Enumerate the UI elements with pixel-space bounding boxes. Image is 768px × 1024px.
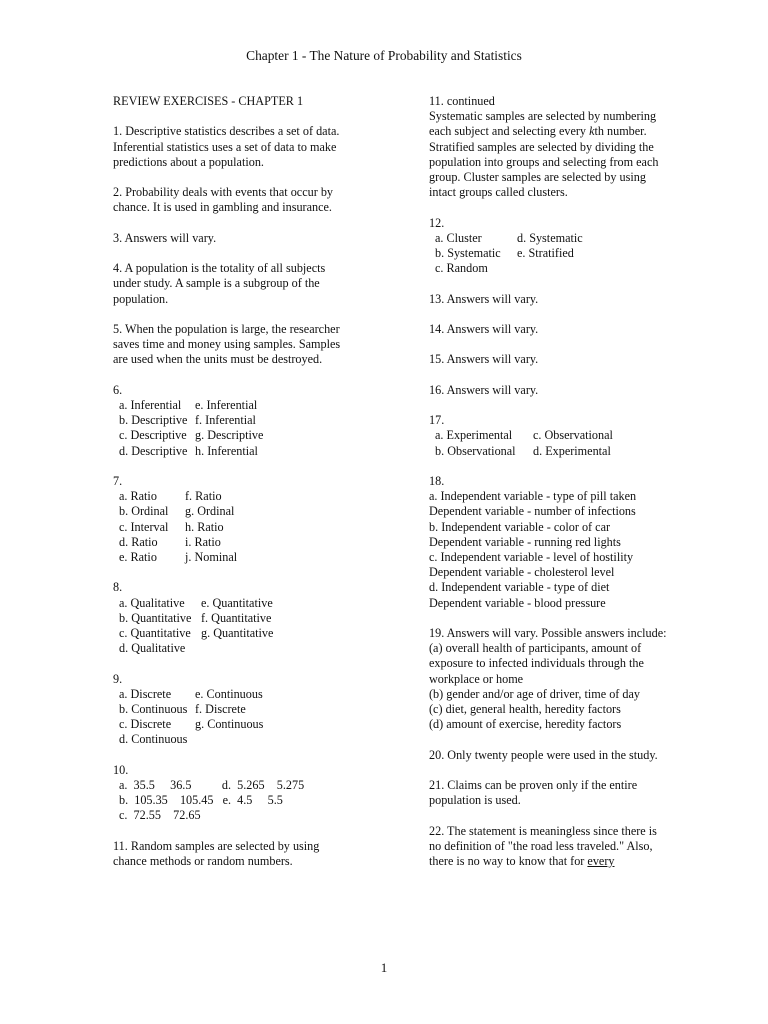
list-item: (a) overall health of participants, amount of exposure to infected individuals through the workplace or home	[429, 641, 644, 686]
list-item: a. Qualitative	[119, 595, 185, 610]
list-item: a. Experimental	[435, 428, 513, 443]
answer-19	[429, 626, 669, 732]
answer-11-continued-text-1: Systematic samples are selected by numbering each subject and selecting every	[429, 109, 657, 139]
underlined-word: every	[587, 853, 615, 868]
list-item: b. Quantitative	[119, 610, 192, 625]
answer-11-continued	[429, 94, 669, 200]
list-item: c. 72.55 72.65	[119, 808, 201, 823]
answer-7-list	[119, 489, 345, 565]
answer-11-continued-label: 11. continued	[429, 94, 495, 108]
answer-6	[113, 383, 345, 459]
answer-22-text: 22. The statement is meaningless since there is no definition of "the road less traveled." Also, there is no way to know that for	[429, 823, 657, 868]
review-heading: REVIEW EXERCISES - CHAPTER 1	[113, 94, 304, 108]
list-item: d. Descriptive	[119, 443, 188, 458]
answer-1: 1. Descriptive statistics describes a set of data. Inferential statistics uses a set of data to make predictions about a population.	[113, 124, 340, 169]
list-item: (d) amount of exercise, heredity factors	[429, 717, 622, 732]
list-item: h. Ratio	[185, 519, 224, 534]
answer-9	[113, 672, 345, 748]
list-item: b. Continuous	[119, 701, 188, 716]
list-item: c. Independent variable - level of hostility	[429, 549, 634, 564]
answer-7-number: 7.	[113, 473, 123, 488]
list-item: a. 35.5 36.5 d. 5.265 5.275	[119, 777, 305, 792]
list-item: d. Independent variable - type of diet	[429, 580, 610, 595]
list-item: d. Systematic	[517, 230, 583, 245]
answer-4: 4. A population is the totality of all subjects under study. A sample is a subgroup of the population.	[113, 261, 326, 306]
list-item: b. Descriptive	[119, 413, 188, 428]
answer-18-number: 18.	[429, 473, 445, 488]
list-item: b. 105.35 105.45 e. 4.5 5.5	[119, 793, 283, 808]
list-item: d. Ratio	[119, 534, 158, 549]
list-item: a. Inferential	[119, 397, 182, 412]
list-item: c. Random	[435, 261, 488, 276]
list-item: (c) diet, general health, heredity factors	[429, 702, 621, 716]
list-item: e. Ratio	[119, 549, 157, 564]
answer-9-number: 9.	[113, 671, 123, 686]
left-column	[113, 94, 345, 884]
answer-13: 13. Answers will vary.	[429, 291, 539, 306]
answer-21: 21. Claims can be proven only if the entire population is used.	[429, 777, 638, 808]
answer-8-number: 8.	[113, 580, 123, 595]
answer-9-list	[119, 687, 345, 733]
list-item: c. Observational	[533, 428, 613, 443]
list-item: e. Quantitative	[201, 595, 273, 610]
answer-19-intro: 19. Answers will vary. Possible answers include:	[429, 625, 667, 640]
list-item: g. Quantitative	[201, 625, 274, 640]
list-item: b. Ordinal	[119, 504, 169, 519]
answer-12-list	[435, 231, 669, 261]
answer-8-list	[119, 596, 345, 642]
list-item: f. Ratio	[185, 489, 222, 504]
answer-17-list	[435, 428, 669, 458]
answer-10	[113, 763, 345, 824]
list-item: (b) gender and/or age of driver, time of day	[429, 686, 641, 701]
answer-17	[429, 413, 669, 459]
answer-2: 2. Probability deals with events that occur by chance. It is used in gambling and insurance.	[113, 185, 334, 215]
list-item: d. Experimental	[533, 443, 611, 458]
answer-3: 3. Answers will vary.	[113, 230, 217, 245]
list-item: i. Ratio	[185, 534, 221, 549]
list-item: Dependent variable - cholesterol level	[429, 565, 615, 580]
italic-k: k	[589, 124, 595, 139]
list-item: Dependent variable - number of infections	[429, 504, 636, 519]
list-item: f. Quantitative	[201, 610, 272, 625]
list-item: a. Cluster	[435, 230, 482, 245]
list-item: Dependent variable - blood pressure	[429, 595, 606, 610]
answer-17-number: 17.	[429, 413, 445, 428]
list-item: d. Continuous	[119, 732, 188, 747]
answer-22	[429, 824, 669, 870]
page-title: Chapter 1 - The Nature of Probability and Statistics	[246, 48, 522, 63]
list-item: e. Stratified	[517, 246, 574, 261]
list-item: a. Discrete	[119, 686, 172, 701]
answer-11-continued-text-2: th number. Stratified samples are selected by dividing the population into groups and selecting from each group. Cluster samples are selected by using intact groups called clusters.	[429, 124, 659, 200]
answer-7	[113, 474, 345, 565]
answer-10-number: 10.	[113, 762, 129, 777]
right-column	[429, 94, 669, 884]
list-item: h. Inferential	[195, 443, 258, 458]
list-item: b. Systematic	[435, 246, 501, 261]
list-item: c. Quantitative	[119, 625, 191, 640]
answer-8	[113, 580, 345, 656]
answer-5: 5. When the population is large, the researcher saves time and money using samples. Samples are used when the units must be destroyed.	[113, 321, 341, 367]
list-item: c. Interval	[119, 519, 169, 534]
answer-14: 14. Answers will vary.	[429, 322, 539, 336]
list-item: e. Continuous	[195, 686, 263, 701]
answer-11: 11. Random samples are selected by using chance methods or random numbers.	[113, 838, 320, 868]
answer-6-list	[119, 398, 345, 459]
answer-12-number: 12.	[429, 215, 445, 230]
list-item: g. Continuous	[195, 717, 264, 732]
list-item: g. Ordinal	[185, 504, 235, 519]
list-item: e. Inferential	[195, 397, 258, 412]
page-number: 1	[380, 960, 388, 975]
list-item: d. Qualitative	[119, 641, 186, 656]
answer-12	[429, 216, 669, 277]
answer-16: 16. Answers will vary.	[429, 382, 539, 397]
list-item: a. Independent variable - type of pill taken	[429, 489, 637, 504]
answer-15: 15. Answers will vary.	[429, 352, 539, 367]
answer-6-number: 6.	[113, 382, 123, 397]
answer-20: 20. Only twenty people were used in the study.	[429, 747, 658, 762]
list-item: Dependent variable - running red lights	[429, 534, 621, 549]
answer-10-list	[119, 778, 345, 824]
list-item: f. Discrete	[195, 701, 246, 716]
list-item: g. Descriptive	[195, 428, 264, 443]
answer-18	[429, 474, 669, 611]
list-item: j. Nominal	[185, 549, 238, 564]
list-item: b. Independent variable - color of car	[429, 519, 611, 534]
list-item: c. Descriptive	[119, 428, 187, 443]
list-item: a. Ratio	[119, 489, 157, 504]
list-item: b. Observational	[435, 443, 516, 458]
list-item: c. Discrete	[119, 717, 172, 732]
list-item: f. Inferential	[195, 413, 256, 428]
